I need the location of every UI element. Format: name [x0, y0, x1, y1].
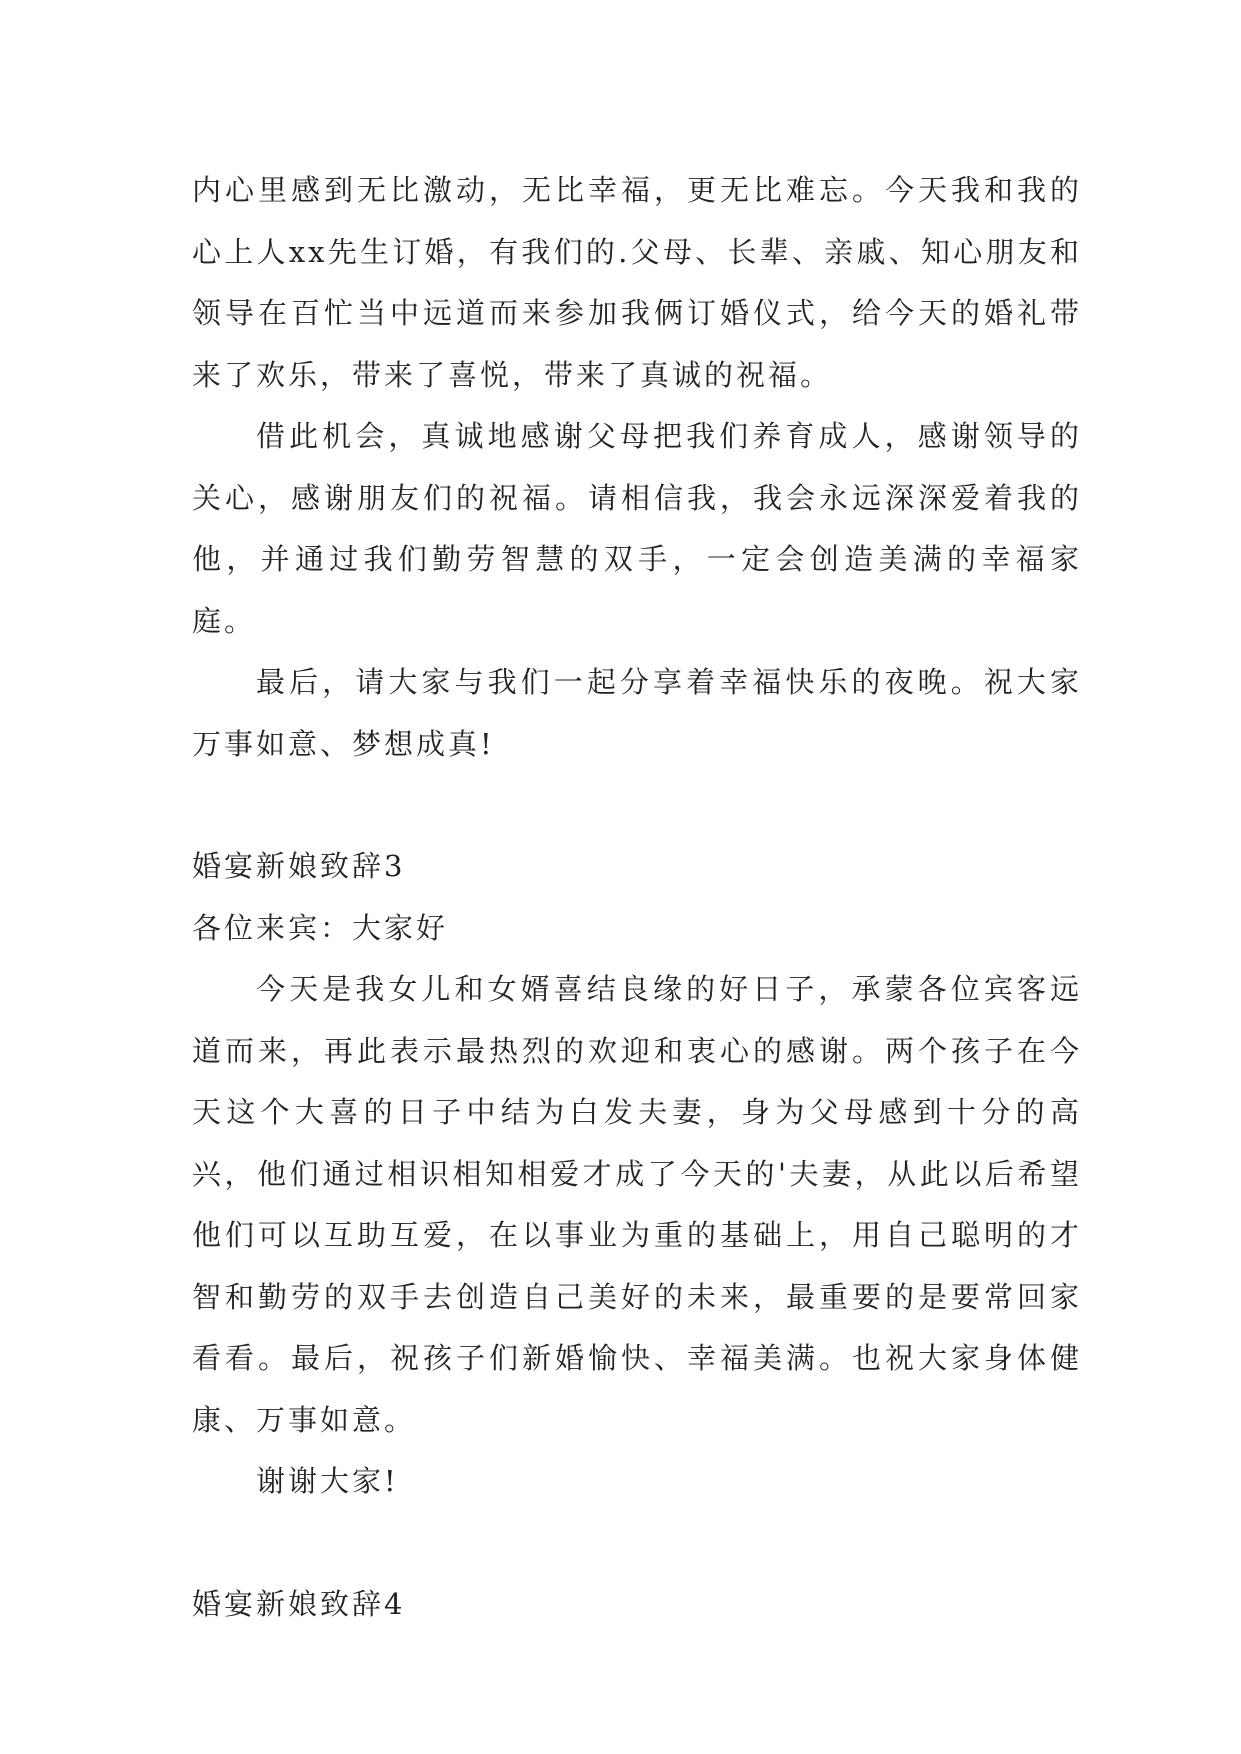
- section-3-thanks: 谢谢大家!: [256, 1464, 399, 1498]
- section-4-title: 婚宴新娘致辞4: [192, 1586, 406, 1621]
- paragraph-engagement-thanks: 内心里感到无比激动，无比幸福，更无比难忘。今天我和我的心上人xx先生订婚，有我们的.父母、长辈、亲戚、知心朋友和领导在百忙当中远道而来参加我俩订婚仪式，给今天的婚礼带来了欢乐，带来了喜悦，带来了真诚的祝福。: [192, 173, 1082, 392]
- document-body: [192, 160, 1082, 1635]
- section-spacer: [192, 1513, 1082, 1574]
- section-3-title: 婚宴新娘致辞3: [192, 849, 406, 883]
- paragraph-closing-wish: 最后，请大家与我们一起分享着幸福快乐的夜晚。祝大家万事如意、梦想成真!: [192, 665, 1082, 761]
- section-spacer: [192, 775, 1082, 836]
- section-3-greeting: 各位来宾：大家好: [192, 910, 449, 945]
- section-3-body: 今天是我女儿和女婿喜结良缘的好日子，承蒙各位宾客远道而来，再此表示最热烈的欢迎和衷心的感谢。两个孩子在今天这个大喜的日子中结为白发夫妻，身为父母感到十分的高兴，他们通过相识相知相爱才成了今天的'夫妻，从此以后希望他们可以互助互爱，在以事业为重的基础上，用自己聪明的才智和勤劳的双手去创造自己美好的未来，最重要的是要常回家看看。最后，祝孩子们新婚愉快、幸福美满。也祝大家身体健康、万事如意。: [192, 972, 1082, 1437]
- paragraph-gratitude: 借此机会，真诚地感谢父母把我们养育成人，感谢领导的关心，感谢朋友们的祝福。请相信我，我会永远深深爱着我的他，并通过我们勤劳智慧的双手，一定会创造美满的幸福家庭。: [192, 419, 1082, 638]
